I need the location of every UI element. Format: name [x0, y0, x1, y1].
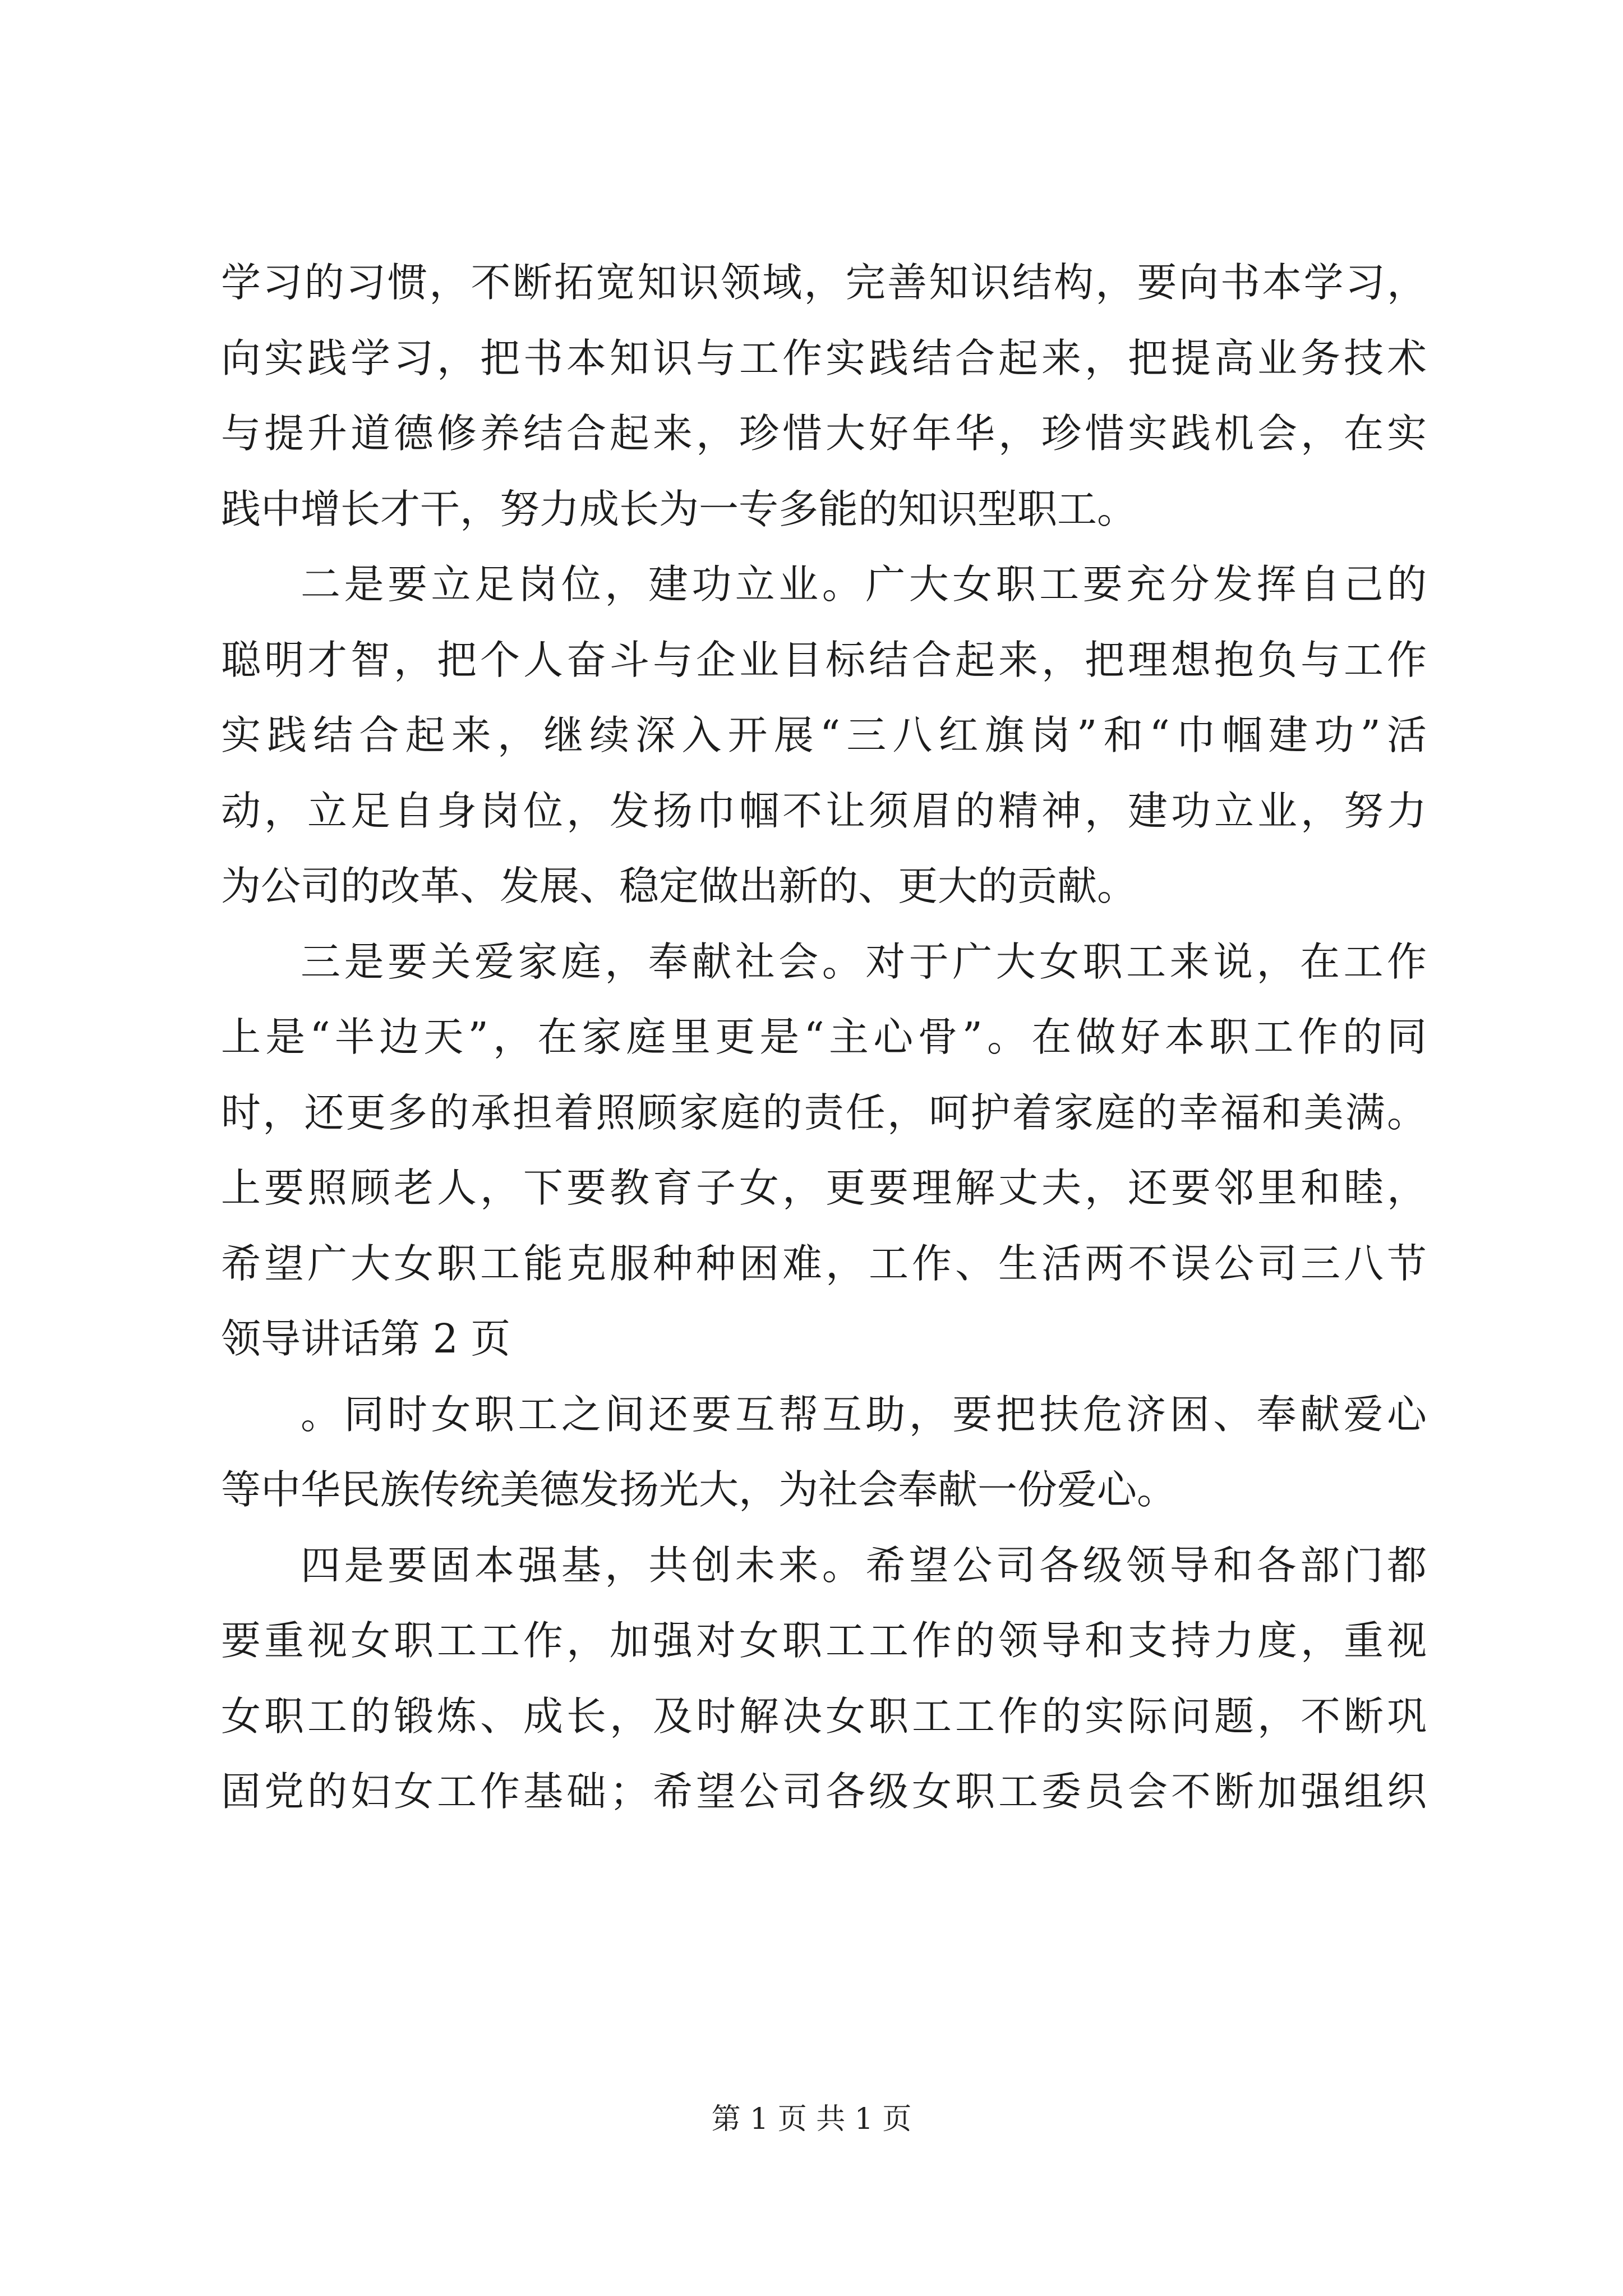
text-line: 二是要立足岗位，建功立业。广大女职工要充分发挥自己的	[301, 561, 1427, 608]
text-line: 固党的妇女工作基础；希望公司各级女职工委员会不断加强组织	[221, 1768, 1427, 1815]
text-line: 动，立足自身岗位，发扬巾帼不让须眉的精神，建功立业，努力	[221, 787, 1427, 834]
text-line: 学习的习惯，不断拓宽知识领域，完善知识结构，要向书本学习，	[221, 259, 1427, 306]
document-body	[221, 245, 1427, 1830]
text-line: 。同时女职工之间还要互帮互助，要把扶危济困、奉献爱心	[301, 1391, 1427, 1438]
text-line: 聪明才智，把个人奋斗与企业目标结合起来，把理想抱负与工作	[221, 636, 1427, 683]
text-line: 等中华民族传统美德发扬光大，为社会奉献一份爱心。	[221, 1466, 1177, 1513]
text-line: 时，还更多的承担着照顾家庭的责任，呵护着家庭的幸福和美满。	[221, 1089, 1427, 1136]
text-line: 向实践学习，把书本知识与工作实践结合起来，把提高业务技术	[221, 334, 1427, 381]
text-line: 希望广大女职工能克服种种困难，工作、生活两不误公司三八节	[221, 1240, 1427, 1287]
text-line: 为公司的改革、发展、稳定做出新的、更大的贡献。	[221, 863, 1137, 909]
text-line: 领导讲话第 2 页	[221, 1315, 511, 1362]
text-line: 女职工的锻炼、成长，及时解决女职工工作的实际问题，不断巩	[221, 1692, 1427, 1740]
text-line: 要重视女职工工作，加强对女职工工作的领导和支持力度，重视	[221, 1617, 1427, 1664]
page-footer: 第 1 页 共 1 页	[711, 2102, 912, 2136]
text-line: 四是要固本强基，共创未来。希望公司各级领导和各部门都	[301, 1542, 1427, 1589]
text-line: 与提升道德修养结合起来，珍惜大好年华，珍惜实践机会，在实	[221, 410, 1427, 457]
text-line: 三是要关爱家庭，奉献社会。对于广大女职工来说，在工作	[301, 938, 1427, 985]
text-line: 实践结合起来，继续深入开展“三八红旗岗”和“巾帼建功”活	[221, 712, 1427, 758]
text-line: 践中增长才干，努力成长为一专多能的知识型职工。	[221, 485, 1137, 532]
text-line: 上是“半边天”，在家庭里更是“主心骨”。在做好本职工作的同	[221, 1014, 1427, 1060]
text-line: 上要照顾老人，下要教育子女，更要理解丈夫，还要邻里和睦，	[221, 1165, 1427, 1211]
